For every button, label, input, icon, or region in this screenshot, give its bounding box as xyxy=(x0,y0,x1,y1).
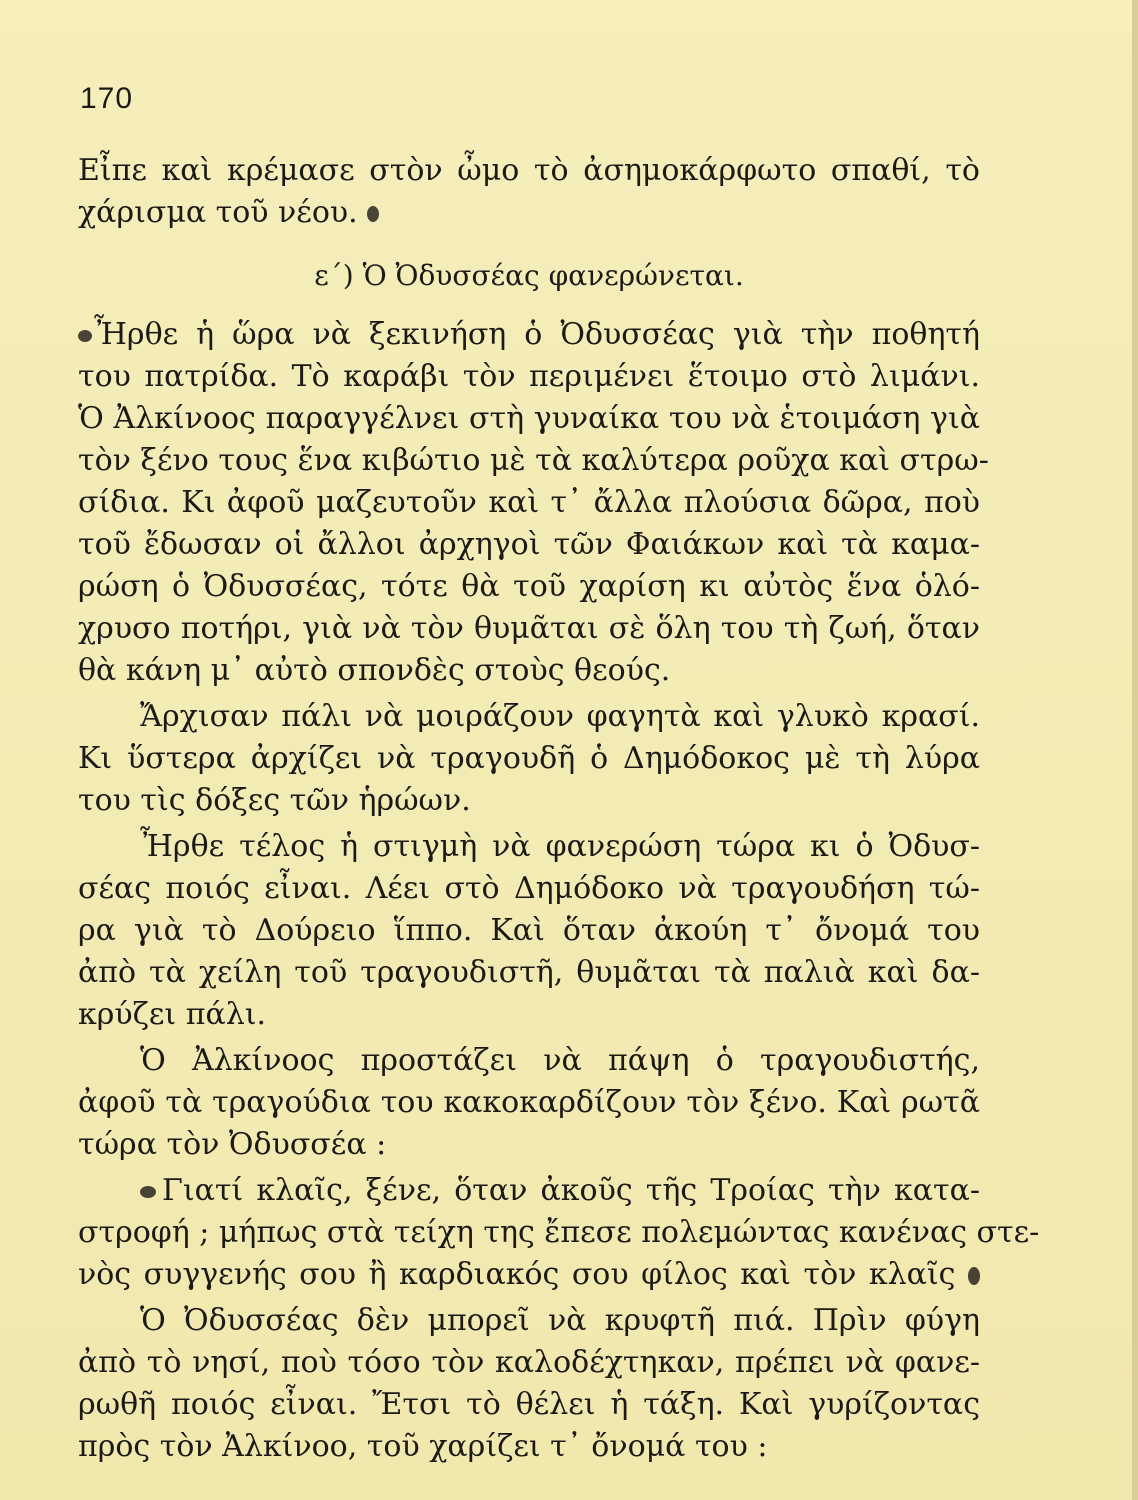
text-line: τώρα τὸν Ὀδυσσέα : xyxy=(78,1127,387,1162)
text-line: Ὁ Ἀλκίνοος προστάζει νὰ πάψη ὁ τραγουδιστής, xyxy=(140,1043,980,1078)
text-line xyxy=(78,314,980,356)
text-line: τοῦ ἔδωσαν οἱ ἄλλοι ἀρχηγοὶ τῶν Φαιάκων καὶ τὰ καμα- xyxy=(78,527,980,562)
scan-edge-shadow xyxy=(1132,0,1138,1500)
text-line: πρὸς τὸν Ἀλκίνοο, τοῦ χαρίζει τ᾿ ὄνομά του : xyxy=(78,1429,768,1464)
ink-blot-mark xyxy=(140,1186,156,1198)
page-number: 170 xyxy=(80,82,134,115)
paragraph xyxy=(78,1040,980,1166)
section-heading: ε΄) Ὁ Ὀδυσσέας φανερώνεται. xyxy=(314,259,744,292)
text-line xyxy=(78,1170,980,1212)
text-line: Εἶπε καὶ κρέμασε στὸν ὦμο τὸ ἀσημοκάρφωτο σπαθί, τὸ xyxy=(78,153,980,188)
text-line-content: Γιατί κλαῖς, ξένε, ὅταν ἀκοῦς τῆς Τροίας τὴν κατα- xyxy=(162,1173,980,1208)
text-line: ρώση ὁ Ὀδυσσέας, τότε θὰ τοῦ χαρίση κι αὐτὸς ἕνα ὁλό- xyxy=(78,569,980,604)
text-line: σίδια. Κι ἀφοῦ μαζευτοῦν καὶ τ᾿ ἄλλα πλούσια δῶρα, ποὺ xyxy=(78,485,980,520)
paragraph xyxy=(78,826,980,1036)
text-line: ρωθῆ ποιός εἶναι. Ἔτσι τὸ θέλει ἡ τάξη. Καὶ γυρίζοντας xyxy=(78,1387,980,1422)
text-line-content: Ἦρθε ἡ ὥρα νὰ ξεκινήση ὁ Ὀδυσσέας γιὰ τὴν ποθητή xyxy=(94,317,980,352)
paragraph xyxy=(78,314,989,692)
text-line-content: χάρισμα τοῦ νέου. xyxy=(78,195,358,230)
text-line: Ὁ Ἀλκίνοος παραγγέλνει στὴ γυναίκα του νὰ ἑτοιμάση γιὰ xyxy=(78,401,980,436)
body-text xyxy=(78,150,1040,1468)
text-line: ἀφοῦ τὰ τραγούδια του κακοκαρδίζουν τὸν ξένο. Καὶ ρωτᾶ xyxy=(78,1085,980,1120)
ink-blot-mark xyxy=(968,1267,980,1285)
text-line: του τὶς δόξες τῶν ἡρώων. xyxy=(78,783,471,818)
text-line: χρυσο ποτήρι, γιὰ νὰ τὸν θυμᾶται σὲ ὅλη του τὴ ζωή, ὅταν xyxy=(78,611,980,646)
text-line: Ἄρχισαν πάλι νὰ μοιράζουν φαγητὰ καὶ γλυκὸ κρασί. xyxy=(140,699,980,734)
text-line xyxy=(78,192,980,234)
text-line xyxy=(78,1254,980,1296)
text-line: ρα γιὰ τὸ Δούρειο ἵππο. Καὶ ὅταν ἀκούη τ᾿ ὄνομά του xyxy=(78,913,980,948)
text-line: τὸν ξένο τους ἕνα κιβώτιο μὲ τὰ καλύτερα ροῦχα καὶ στρω- xyxy=(78,443,989,478)
paragraph xyxy=(78,150,980,234)
text-line: σέας ποιός εἶναι. Λέει στὸ Δημόδοκο νὰ τραγουδήση τώ- xyxy=(78,871,980,906)
text-line: ἀπὸ τὸ νησί, ποὺ τόσο τὸν καλοδέχτηκαν, πρέπει νὰ φανε- xyxy=(78,1345,980,1380)
paragraph xyxy=(78,1170,1040,1296)
ink-blot-mark xyxy=(78,330,92,342)
text-line: στροφή ; μήπως στὰ τείχη της ἔπεσε πολεμώντας κανένας στε- xyxy=(78,1215,1040,1250)
text-line: Ἦρθε τέλος ἡ στιγμὴ νὰ φανερώση τώρα κι ὁ Ὀδυσ- xyxy=(140,829,980,864)
text-line: του πατρίδα. Τὸ καράβι τὸν περιμένει ἕτοιμο στὸ λιμάνι. xyxy=(78,359,980,394)
paragraph xyxy=(78,1300,980,1468)
text-line: ἀπὸ τὰ χείλη τοῦ τραγουδιστῆ, θυμᾶται τὰ παλιὰ καὶ δα- xyxy=(78,955,980,990)
text-line: Ὁ Ὀδυσσέας δὲν μπορεῖ νὰ κρυφτῆ πιά. Πρὶν φύγη xyxy=(140,1303,980,1338)
paragraph xyxy=(78,696,980,822)
text-line-content: νὸς συγγενής σου ἢ καρδιακός σου φίλος καὶ τὸν κλαῖς xyxy=(78,1257,956,1292)
text-line: Κι ὕστερα ἀρχίζει νὰ τραγουδῆ ὁ Δημόδοκος μὲ τὴ λύρα xyxy=(78,741,980,776)
text-line: κρύζει πάλι. xyxy=(78,997,267,1032)
text-line: θὰ κάνη μ᾿ αὐτὸ σπονδὲς στοὺς θεούς. xyxy=(78,653,671,688)
ink-blot-mark xyxy=(367,206,379,222)
